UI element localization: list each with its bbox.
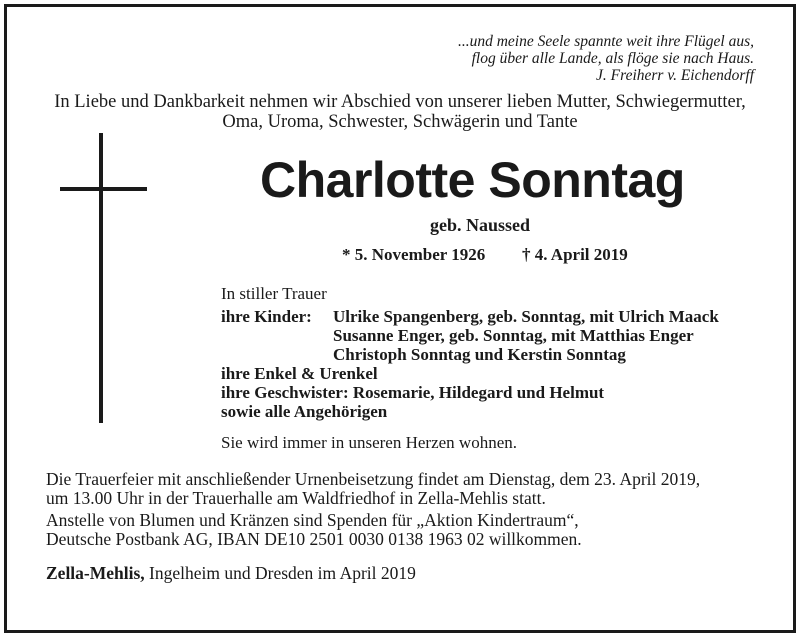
quote-line-1: ...und meine Seele spannte weit ihre Flügel aus, xyxy=(457,33,754,50)
donation-line-1: Anstelle von Blumen und Kränzen sind Spenden für „Aktion Kindertraum“, xyxy=(46,510,579,530)
intro-line-2: Oma, Uroma, Schwester, Schwägerin und Tante xyxy=(222,112,578,132)
service-line-2: um 13.00 Uhr in der Trauerhalle am Waldfriedhof in Zella-Mehlis statt. xyxy=(46,488,546,508)
child-entry: Susanne Enger, geb. Sonntag, mit Matthias Enger xyxy=(333,326,694,345)
grandchildren-line: ihre Enkel & Urenkel xyxy=(221,364,378,383)
children-list xyxy=(333,307,719,364)
place-rest: Ingelheim und Dresden im April 2019 xyxy=(144,563,416,583)
donation-line-2: Deutsche Postbank AG, IBAN DE10 2501 0030 0138 1963 02 willkommen. xyxy=(46,529,582,549)
cross-icon-horizontal xyxy=(60,187,147,191)
maiden-name: geb. Naussed xyxy=(429,215,531,235)
quote-author: J. Freiherr v. Eichendorff xyxy=(596,67,754,84)
relatives-line: sowie alle Angehörigen xyxy=(221,402,388,421)
mourning-heading: In stiller Trauer xyxy=(221,284,327,303)
child-entry: Christoph Sonntag und Kerstin Sonntag xyxy=(333,345,626,364)
place-date-line xyxy=(46,564,416,583)
death-date: † 4. April 2019 xyxy=(522,245,628,264)
birth-date: * 5. November 1926 xyxy=(342,245,486,264)
cross-icon-vertical xyxy=(99,133,103,423)
donation-info xyxy=(46,511,582,549)
siblings-line: ihre Geschwister: Rosemarie, Hildegard und Helmut xyxy=(221,383,605,402)
children-label: ihre Kinder: xyxy=(221,307,312,326)
intro-text xyxy=(0,92,800,132)
service-line-1: Die Trauerfeier mit anschließender Urnenbeisetzung findet am Dienstag, dem 23. April 2019, xyxy=(46,469,701,489)
intro-line-1: In Liebe und Dankbarkeit nehmen wir Abschied von unserer lieben Mutter, Schwiegermutter, xyxy=(54,92,746,112)
service-info xyxy=(46,470,700,508)
quote-line-2: flog über alle Lande, als flöge sie nach Haus. xyxy=(471,50,754,67)
deceased-name: Charlotte Sonntag xyxy=(260,152,685,208)
epigraph-quote xyxy=(458,33,754,84)
child-entry: Ulrike Spangenberg, geb. Sonntag, mit Ulrich Maack xyxy=(333,307,719,326)
closing-line: Sie wird immer in unseren Herzen wohnen. xyxy=(221,433,517,452)
place-town: Zella-Mehlis, xyxy=(46,563,145,583)
